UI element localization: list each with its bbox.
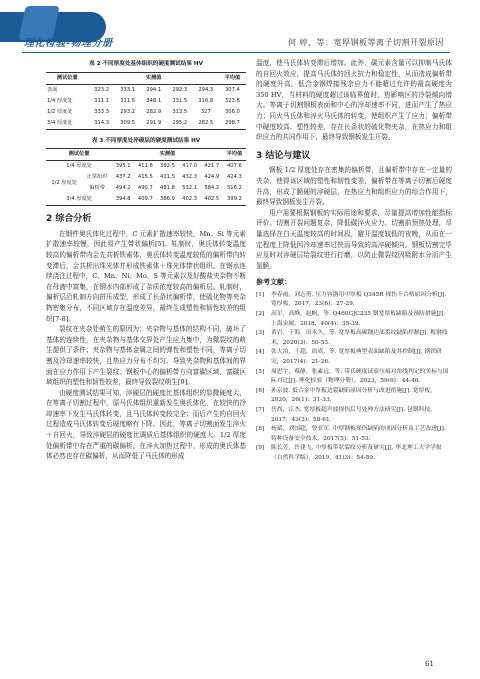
reference-item — [256, 368, 452, 387]
table-cell: 386.9 — [156, 194, 178, 206]
body-paragraph: 在钢件奥氏体化过程中，C 元素扩散速率较快，Mn、Si 等元素扩散速率较慢，因此易产生带状偏析[5]。轧制时，奥氏体转变温度较高的偏析带内会先共析铁素体，奥氏体转变温度较低的偏析带内转变滞后，会共析出珠光体并形成铁素体＋珠光体带状组织。在钢水连续浇注过程中，C、Mn、Ni、Mo、S 等元素以及好酸盐夹杂物不断在母液中富集，在钢水内部形成了杂质浓度较高的偏析层。轧制时，偏析层沿轧制方向拼压成型，形成了长条状偏析带，使硫化物等夹杂物密集分布，不同区域存在温度差异，最终生成塑性和韧性较差的组织[7-8]。 — [46, 229, 246, 323]
table-row — [46, 96, 246, 107]
body-paragraph: 裂纹在夹杂处萌生的原因为：夹杂物与基体的结构不同，破坏了基体的连续性，在夹杂物与基体交界处产生应力集中，为微裂纹的萌生提供了条件；夹杂物与基体金属之间的弹性和塑性不同，等离子切割及冷却速率较快，且热应力分布不均匀，导致夹杂物和基体间的界面在应力作用下产生裂纹；钢板中心的偏析带方向富碳区域，富碳区域组织的塑性和韧性较差，最终导致裂纹萌生[9]。 — [46, 325, 246, 387]
table-cell: 424.3 — [226, 174, 242, 181]
table-cell: 316.8 — [198, 97, 214, 104]
table-2 — [46, 72, 246, 130]
table-cell: 402.3 — [179, 194, 201, 206]
table-cell: 411.8 — [137, 163, 153, 170]
reference-text: 高军，高峰，赵帆，等. Q460GJC235 钢宽厚板缺陷及预防措施[J]. 上海金属，2018，40(4)：35-39. — [271, 311, 446, 327]
right-column — [256, 58, 452, 464]
table-cell: 偏析带 — [89, 185, 105, 192]
left-column — [46, 58, 246, 462]
table-cell: 323.8 — [224, 97, 240, 104]
reference-index: [7] — [256, 407, 265, 413]
reference-text: 岳尚，江杰. 宽厚板超声波探伤后号处理方法研究[J]. 包钢科技，2017，43(3)：58-61. — [271, 407, 436, 423]
table-cell: 481.8 — [160, 185, 175, 192]
table-cell: 292.3 — [172, 86, 188, 93]
table-row — [46, 172, 246, 183]
section-heading: 2 综合分析 — [46, 214, 92, 225]
table-cell: 421.7 — [204, 163, 220, 170]
table-cell: 331.5 — [172, 97, 188, 104]
reference-item — [256, 444, 452, 463]
reference-index: [1] — [256, 291, 265, 298]
table-cell: 409.7 — [134, 194, 156, 206]
table-header: 平均值 — [223, 149, 246, 161]
table-cell: 282.5 — [193, 118, 219, 130]
table-cell: 399.2 — [223, 194, 246, 206]
table-cell: 1/4 厚度处 — [66, 163, 92, 170]
reference-index: [9] — [256, 445, 265, 452]
table-cell: 323.2 — [94, 86, 110, 93]
reference-index: [2] — [256, 311, 265, 318]
table-2-caption: 表 2 不同厚度处基体组织的硬度测试结果 HV — [89, 61, 203, 67]
table-cell: 494.2 — [115, 185, 131, 192]
table-cell: 3/4 厚度处 — [46, 118, 89, 130]
header-divider — [22, 52, 450, 53]
reference-index: [8] — [256, 426, 265, 433]
table-cell: 392.5 — [160, 163, 175, 170]
table-cell: 516.2 — [226, 185, 242, 192]
reference-text: 李春雨，刘志勇. 压力容器用中厚板 Q345R 探伤不合格原因分析[J]. 宽厚板，2017，23(6)：27-29. — [271, 291, 447, 308]
reference-text: 周思宇，蔡静，张素远，等. 带氏硬度试验压痕对角线判定的美标与国际对比[J]. 理化检验（物理分册），2023，59(6)：44-46. — [271, 368, 449, 385]
section-heading: 3 结论与建议 — [256, 150, 311, 161]
table-cell: 402.5 — [201, 194, 223, 206]
reference-index: [6] — [256, 387, 265, 394]
table-cell: 584.2 — [204, 185, 220, 192]
reference-index: [5] — [256, 368, 265, 375]
table-cell: 407.6 — [226, 163, 242, 170]
table-row — [46, 107, 246, 118]
table-row — [46, 84, 246, 96]
reference-item — [256, 425, 452, 444]
reference-item — [256, 406, 452, 425]
table-cell: 411.5 — [160, 174, 175, 181]
page-header — [0, 0, 480, 62]
reference-item — [256, 310, 452, 329]
table-header: 实测值 — [89, 72, 219, 84]
table-cell: 正常组织 — [86, 174, 108, 181]
table-cell: 309.5 — [115, 118, 141, 130]
page-number: 61 — [425, 660, 434, 668]
body-paragraph: 由硬度测试结果可知，淬硬层的硬度比基体组织的显微硬度大，在等离子切割过程中，原马氏体组织重新发生奥氏体化，在较快的冷却速率下发生马氏体转变，且马氏体转变较完全；而后产生的自回火过程造成马氏体转变后硬度略有下降。因此，等离子切割面发生淬火＋自回火，导致淬硬层的硬度比调质后基体组织的硬度大。1/2 厚度处偏析带中存在严重的碳偏析，在淬火加热过程中，形成的奥氏体基体必然也存在碳偏析，从而降低了马氏体的形成 — [46, 388, 246, 461]
reference-text: 孙京波. 低合金中厚板边裂缺陷原因分析与改进措施[J]. 宽厚板，2020，26(1)：31-33. — [271, 387, 436, 404]
table-cell: 313.5 — [172, 108, 188, 115]
table-cell: 307.4 — [224, 86, 240, 93]
table-3 — [46, 148, 246, 206]
table-cell: 490.7 — [137, 185, 153, 192]
table-cell: 311.1 — [94, 97, 110, 104]
reference-item — [256, 291, 452, 310]
reference-index: [4] — [256, 349, 265, 356]
table-header: 测试位置 — [46, 149, 112, 161]
reference-item — [256, 387, 452, 406]
table-cell: 1/2 厚度处 — [47, 108, 73, 115]
table-cell: 314.3 — [89, 118, 115, 130]
table-cell: 311.5 — [120, 97, 136, 104]
table-cell: 532.1 — [182, 185, 198, 192]
table-cell: 293.2 — [120, 108, 136, 115]
reference-index: [3] — [256, 330, 265, 337]
table-cell: 394.8 — [112, 194, 134, 206]
table-cell: 417.0 — [182, 163, 198, 170]
body-paragraph: 钢板 1/2 厚度处存在密集的偏析带，且偏析带中存在一定量的夹杂，使得该区域的塑性和韧性变差，偏析带在等离子切割后硬度升高，形成了脆硬的淬硬层，在热应力和组织应力的综合作用下，最终导致钢板发生开裂。 — [256, 166, 452, 207]
table-cell: 437.2 — [115, 174, 131, 181]
table-cell: 327 — [200, 108, 211, 115]
table-cell: 432.3 — [182, 174, 198, 181]
table-cell: 1/4 厚度处 — [47, 97, 73, 104]
table-cell: 424.9 — [204, 174, 220, 181]
table-3-caption: 表 3 不同厚度处淬硬层的硬度测试结果 HV — [91, 137, 201, 144]
reference-text: 黄岩，于海，田永久，等. 宽厚板高碳钢边部裂纹缺陷控制[J]. 板钢技术，2020(3)：50-53. — [271, 330, 448, 346]
table-cell: 291.9 — [141, 118, 167, 130]
reference-text: 杨斌，刘国超，曾亚军. 中厚钢板探伤缺陷的成因分析及工艺改进[J]. 特种设备安全技术，2017(5)：51-53. — [271, 426, 446, 442]
table-cell: 表面 — [47, 86, 58, 93]
table-cell: 295.2 — [167, 118, 193, 130]
table-header: 平均值 — [219, 72, 246, 84]
body-paragraph: 温度，使马氏体转变滞后增加。此外，碳元素含量可以抑制马氏体的自回火效应，提高马氏体的回火抗力和稳定性，从而造成偏析带的硬度升高。低合金钢焊接残余应力不能超过允许的最高硬度为 350 HV，当材料的硬度超过该临界值时，热影响区的冷裂倾向增大。等离子切割钢板表面和中心的冷却速率不同，进而产生了热应力；同火马氏体和淬火马氏体的转变，使组织产生了应力；偏析带中硬度较高、塑性较差，存在长条状的硫化物夹杂，在热应力和组织应力的共同作用下，最终导致钢板发生开裂。 — [256, 59, 452, 142]
reference-text: 陈长芳，许建飞. 中厚板带状裂纹分析及研究[J]. 华北理工大学学报（自然科学版），2019，41(3)：54-59. — [271, 445, 442, 461]
journal-brand: 理化检验-物理分册 — [24, 38, 113, 49]
table-cell: 348.1 — [146, 97, 162, 104]
table-row — [46, 118, 246, 130]
reference-item — [256, 329, 452, 348]
table-row — [46, 161, 246, 173]
table-cell: 282.9 — [146, 108, 162, 115]
table-cell: 298.7 — [219, 118, 246, 130]
table-cell: 1/2 厚度处 — [51, 179, 77, 186]
table-cell: 306.0 — [224, 108, 240, 115]
table-row — [46, 194, 246, 206]
table-header: 测试位置 — [46, 72, 89, 84]
table-cell: 3/4 厚度处 — [46, 194, 112, 206]
table-cell: 333.1 — [120, 86, 136, 93]
table-cell: 294.3 — [198, 86, 214, 93]
references-heading: 参考文献： — [256, 278, 291, 287]
table-cell: 395.1 — [115, 163, 131, 170]
body-paragraph: 用户需要根据钢板的实际用途和要求，尽量提高增加性能指标评价。切割开裂问题复杂，降低碳淬火应力。切割前预热处理，尽量选择在白天温度较高的时间段，避开温度较低的夜晚，从而在一定程度上降低因冷却速率过快而导致的高淬硬倾向。钢板切割完毕应及时对淬硬层给裂纹进行打磨，以防止微裂纹因吸附水分而产生氢脆。 — [256, 208, 452, 270]
reference-item — [256, 348, 452, 367]
table-cell: 333.3 — [94, 108, 110, 115]
reference-text: 张大治，王超，宿成，等. 宽厚板典型表面缺陷及其控制[J]. 钢铁研究，2017(4)：21-26. — [271, 349, 442, 366]
table-cell: 294.1 — [146, 86, 162, 93]
running-title: 何 婷，等：宽厚钢板等离子切割开裂原因 — [287, 38, 444, 47]
table-cell: 415.5 — [137, 174, 153, 181]
table-header: 实测值 — [112, 149, 223, 161]
